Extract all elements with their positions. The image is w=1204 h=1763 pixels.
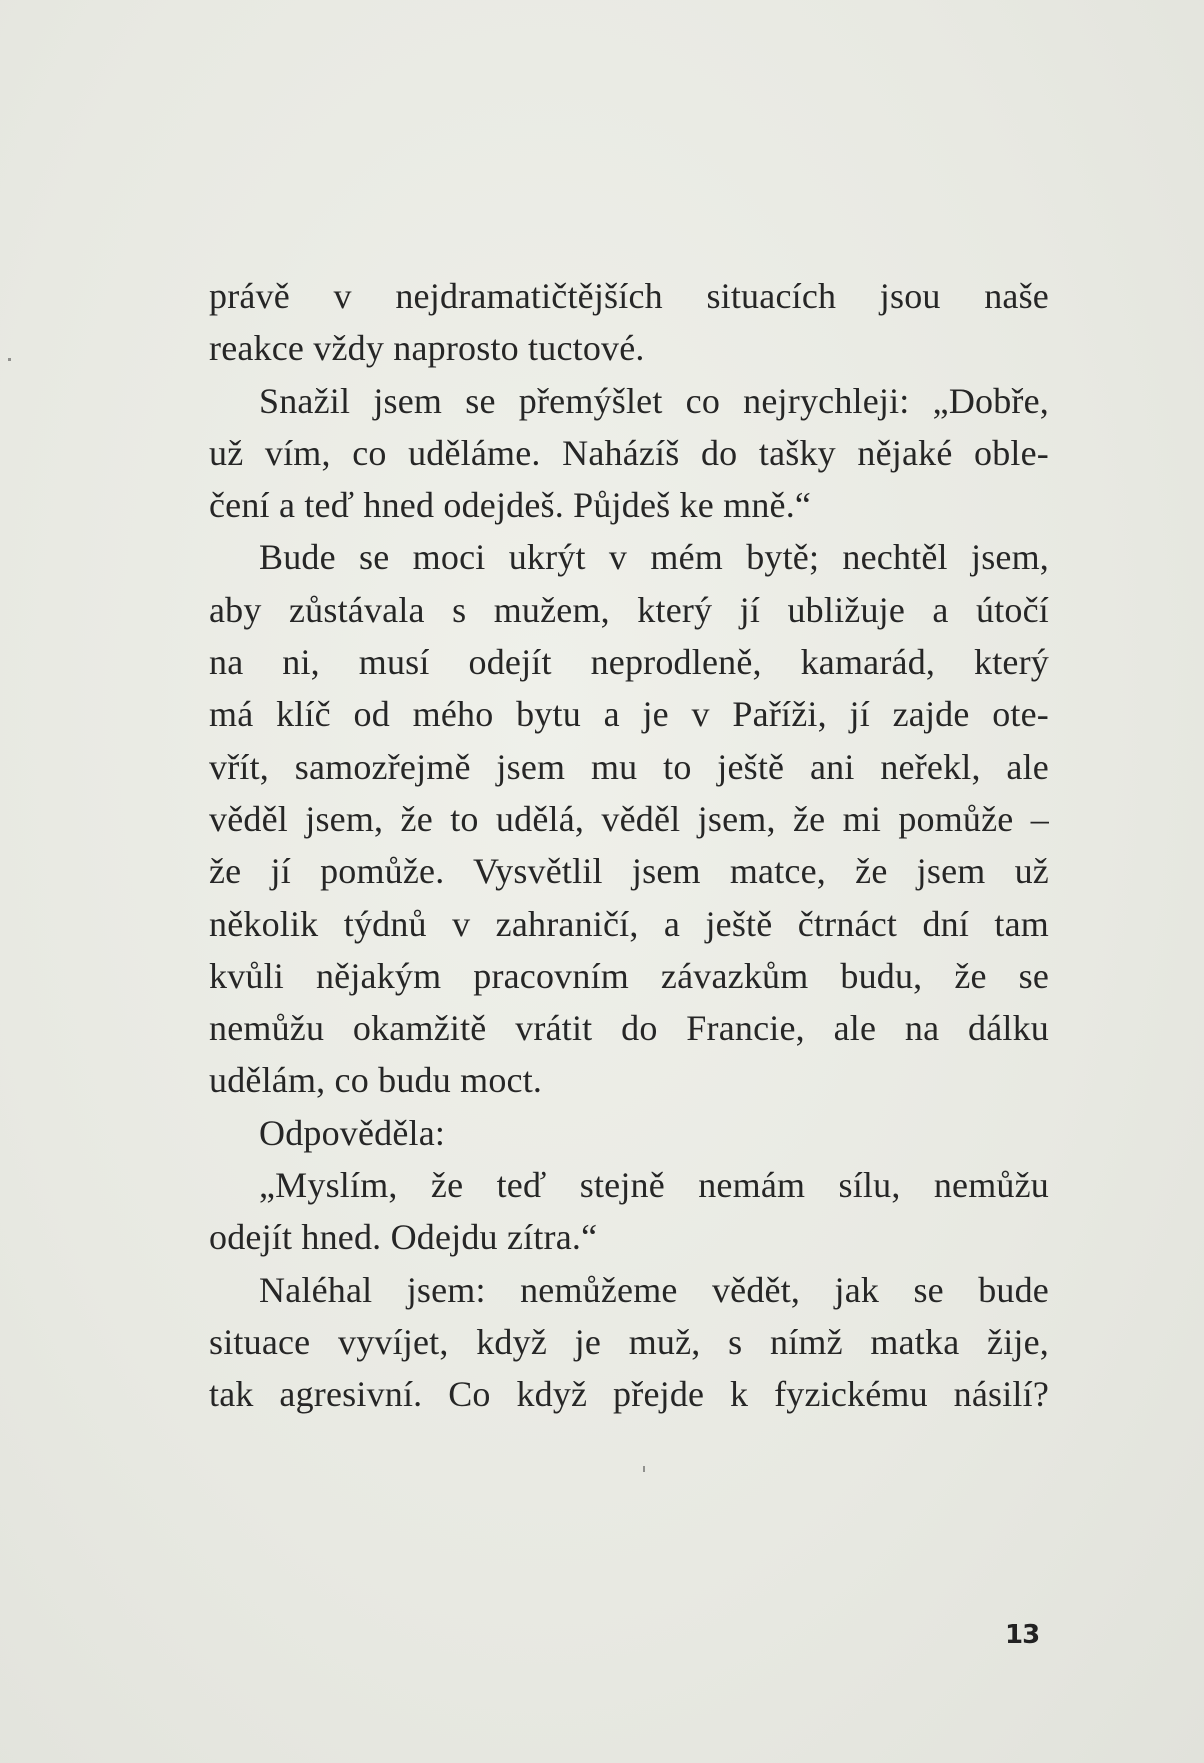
- text-line: „Myslím, že teď stejně nemám sílu, nemůžu: [259, 1165, 1049, 1206]
- text-line: udělám, co budu moct.: [209, 1060, 543, 1101]
- text-line: že jí pomůže. Vysvětlil jsem matce, že jsem už: [209, 851, 1049, 892]
- text-line: Odpověděla:: [259, 1112, 446, 1153]
- text-line: Snažil jsem se přemýšlet co nejrychleji: „Dobře,: [259, 380, 1049, 421]
- text-line: na ni, musí odejít neprodleně, kamarád, který: [209, 642, 1049, 683]
- text-line: aby zůstávala s mužem, který jí ubližuje a útočí: [209, 589, 1049, 630]
- text-line: situace vyvíjet, když je muž, s nímž matka žije,: [209, 1321, 1049, 1362]
- text-line: Naléhal jsem: nemůžeme vědět, jak se bude: [259, 1269, 1049, 1310]
- paper-speck: [8, 358, 11, 361]
- page-number: 13: [1005, 1620, 1040, 1650]
- paper-speck: [643, 1466, 645, 1472]
- text-line: několik týdnů v zahraničí, a ještě čtrnáct dní tam: [209, 903, 1049, 944]
- text-line: věděl jsem, že to udělá, věděl jsem, že mi pomůže –: [209, 798, 1049, 839]
- body-text: [209, 270, 1049, 1421]
- text-line: reakce vždy naprosto tuctové.: [209, 328, 645, 369]
- text-line: kvůli nějakým pracovním závazkům budu, že se: [209, 955, 1049, 996]
- text-line: odejít hned. Odejdu zítra.“: [209, 1217, 598, 1258]
- text-line: nemůžu okamžitě vrátit do Francie, ale na dálku: [209, 1008, 1049, 1049]
- text-line: má klíč od mého bytu a je v Paříži, jí zajde ote-: [209, 694, 1049, 735]
- text-line: právě v nejdramatičtějších situacích jsou naše: [209, 276, 1049, 316]
- text-line: už vím, co uděláme. Naházíš do tašky nějaké oble-: [209, 432, 1049, 473]
- text-line: čení a teď hned odejdeš. Půjdeš ke mně.“: [209, 485, 812, 526]
- text-line: Bude se moci ukrýt v mém bytě; nechtěl jsem,: [259, 537, 1049, 578]
- text-line: tak agresivní. Co když přejde k fyzickému násilí?: [209, 1374, 1049, 1415]
- text-line: vřít, samozřejmě jsem mu to ještě ani neřekl, ale: [209, 746, 1049, 787]
